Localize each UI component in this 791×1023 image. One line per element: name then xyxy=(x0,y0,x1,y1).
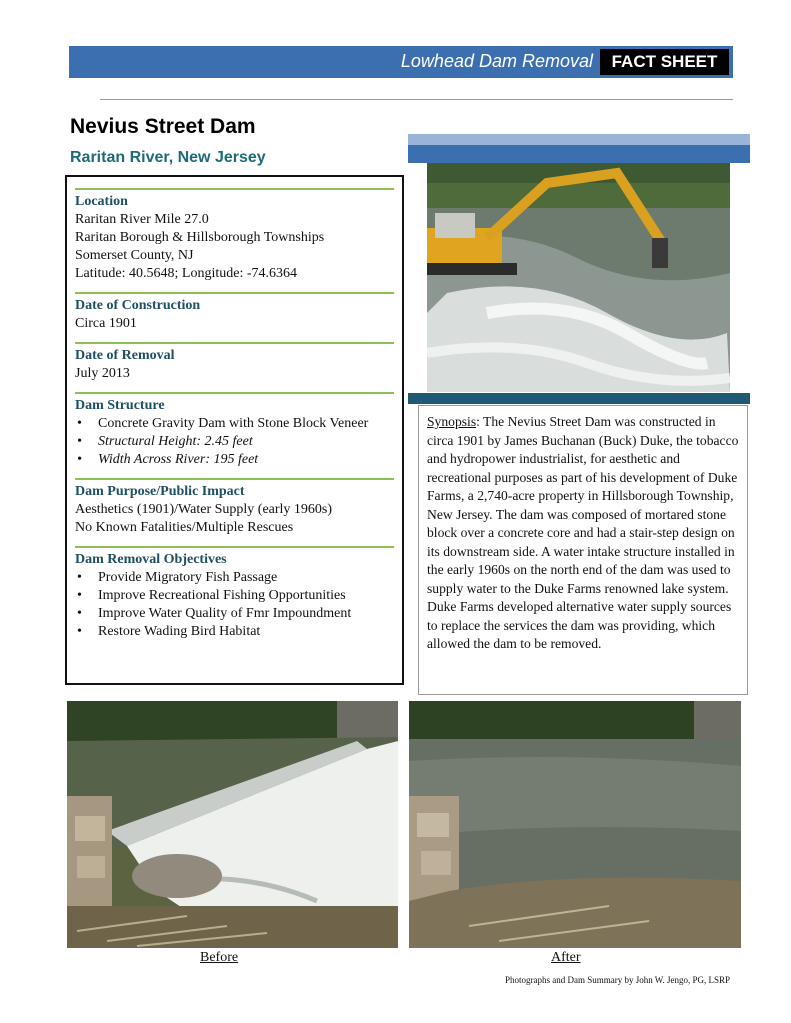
location-heading: Location xyxy=(75,194,128,209)
decor-stripe-dark xyxy=(408,393,750,404)
after-photo xyxy=(409,701,741,948)
after-caption: After xyxy=(551,950,581,965)
location-line: Latitude: 40.5648; Longitude: -74.6364 xyxy=(75,266,298,281)
structure-item: • Structural Height: 2.45 feet xyxy=(75,433,394,451)
synopsis-label: Synopsis xyxy=(427,414,477,429)
synopsis-box xyxy=(418,405,748,695)
excavator-photo xyxy=(427,163,730,392)
header-banner xyxy=(69,46,733,78)
fact-sheet-tag: FACT SHEET xyxy=(600,49,729,75)
structure-section xyxy=(75,392,394,469)
objective-item: • Improve Recreational Fishing Opportunities xyxy=(75,587,394,605)
location-line: Somerset County, NJ xyxy=(75,248,194,263)
location-section xyxy=(75,188,394,283)
location-line: Raritan Borough & Hillsborough Townships xyxy=(75,230,325,245)
objectives-section xyxy=(75,546,394,641)
removal-section xyxy=(75,342,394,383)
decor-stripe-blue xyxy=(408,145,750,163)
photo-credit: Photographs and Dam Summary by John W. Jengo, PG, LSRP xyxy=(504,975,730,985)
purpose-line: Aesthetics (1901)/Water Supply (early 1960s) xyxy=(75,502,333,517)
purpose-section xyxy=(75,478,394,537)
before-photo xyxy=(67,701,398,948)
page-subtitle: Raritan River, New Jersey xyxy=(70,149,266,166)
objectives-heading: Dam Removal Objectives xyxy=(75,552,227,567)
removal-value: July 2013 xyxy=(75,366,130,381)
location-line: Raritan River Mile 27.0 xyxy=(75,212,209,227)
construction-value: Circa 1901 xyxy=(75,316,137,331)
header-rule xyxy=(100,99,733,100)
purpose-line: No Known Fatalities/Multiple Rescues xyxy=(75,520,294,535)
structure-item: • Concrete Gravity Dam with Stone Block Veneer xyxy=(75,415,394,433)
info-box xyxy=(65,175,404,685)
construction-section xyxy=(75,292,394,333)
decor-stripe-light xyxy=(408,134,750,145)
structure-heading: Dam Structure xyxy=(75,398,165,413)
objective-item: • Provide Migratory Fish Passage xyxy=(75,569,394,587)
before-caption: Before xyxy=(200,950,239,965)
objective-item: • Improve Water Quality of Fmr Impoundment xyxy=(75,605,394,623)
purpose-heading: Dam Purpose/Public Impact xyxy=(75,484,245,499)
page-title: Nevius Street Dam xyxy=(70,115,256,138)
objective-item: • Restore Wading Bird Habitat xyxy=(75,623,394,641)
synopsis-text: : The Nevius Street Dam was constructed in circa 1901 by James Buchanan (Buck) Duke, the tobacco and hydropower industrialist, for aesthetic and recreational purposes as part of his development of Duke Farms, a 2,740-acre property in Hillsborough Township, New Jersey. The dam was composed of mortared stone block over a concrete core and had a stair-step design on its downstream side. A water intake structure installed in the early 1960s on the north end of the dam was used to supply water to the Duke Farms renowned lake system. Duke Farms developed alternative water supply sources to replace the services the dam was providing, which allowed the dam to be removed. xyxy=(427,414,739,651)
construction-heading: Date of Construction xyxy=(75,298,201,313)
structure-item: • Width Across River: 195 feet xyxy=(75,451,394,469)
removal-heading: Date of Removal xyxy=(75,348,175,363)
header-subtitle: Lowhead Dam Removal xyxy=(400,51,593,71)
